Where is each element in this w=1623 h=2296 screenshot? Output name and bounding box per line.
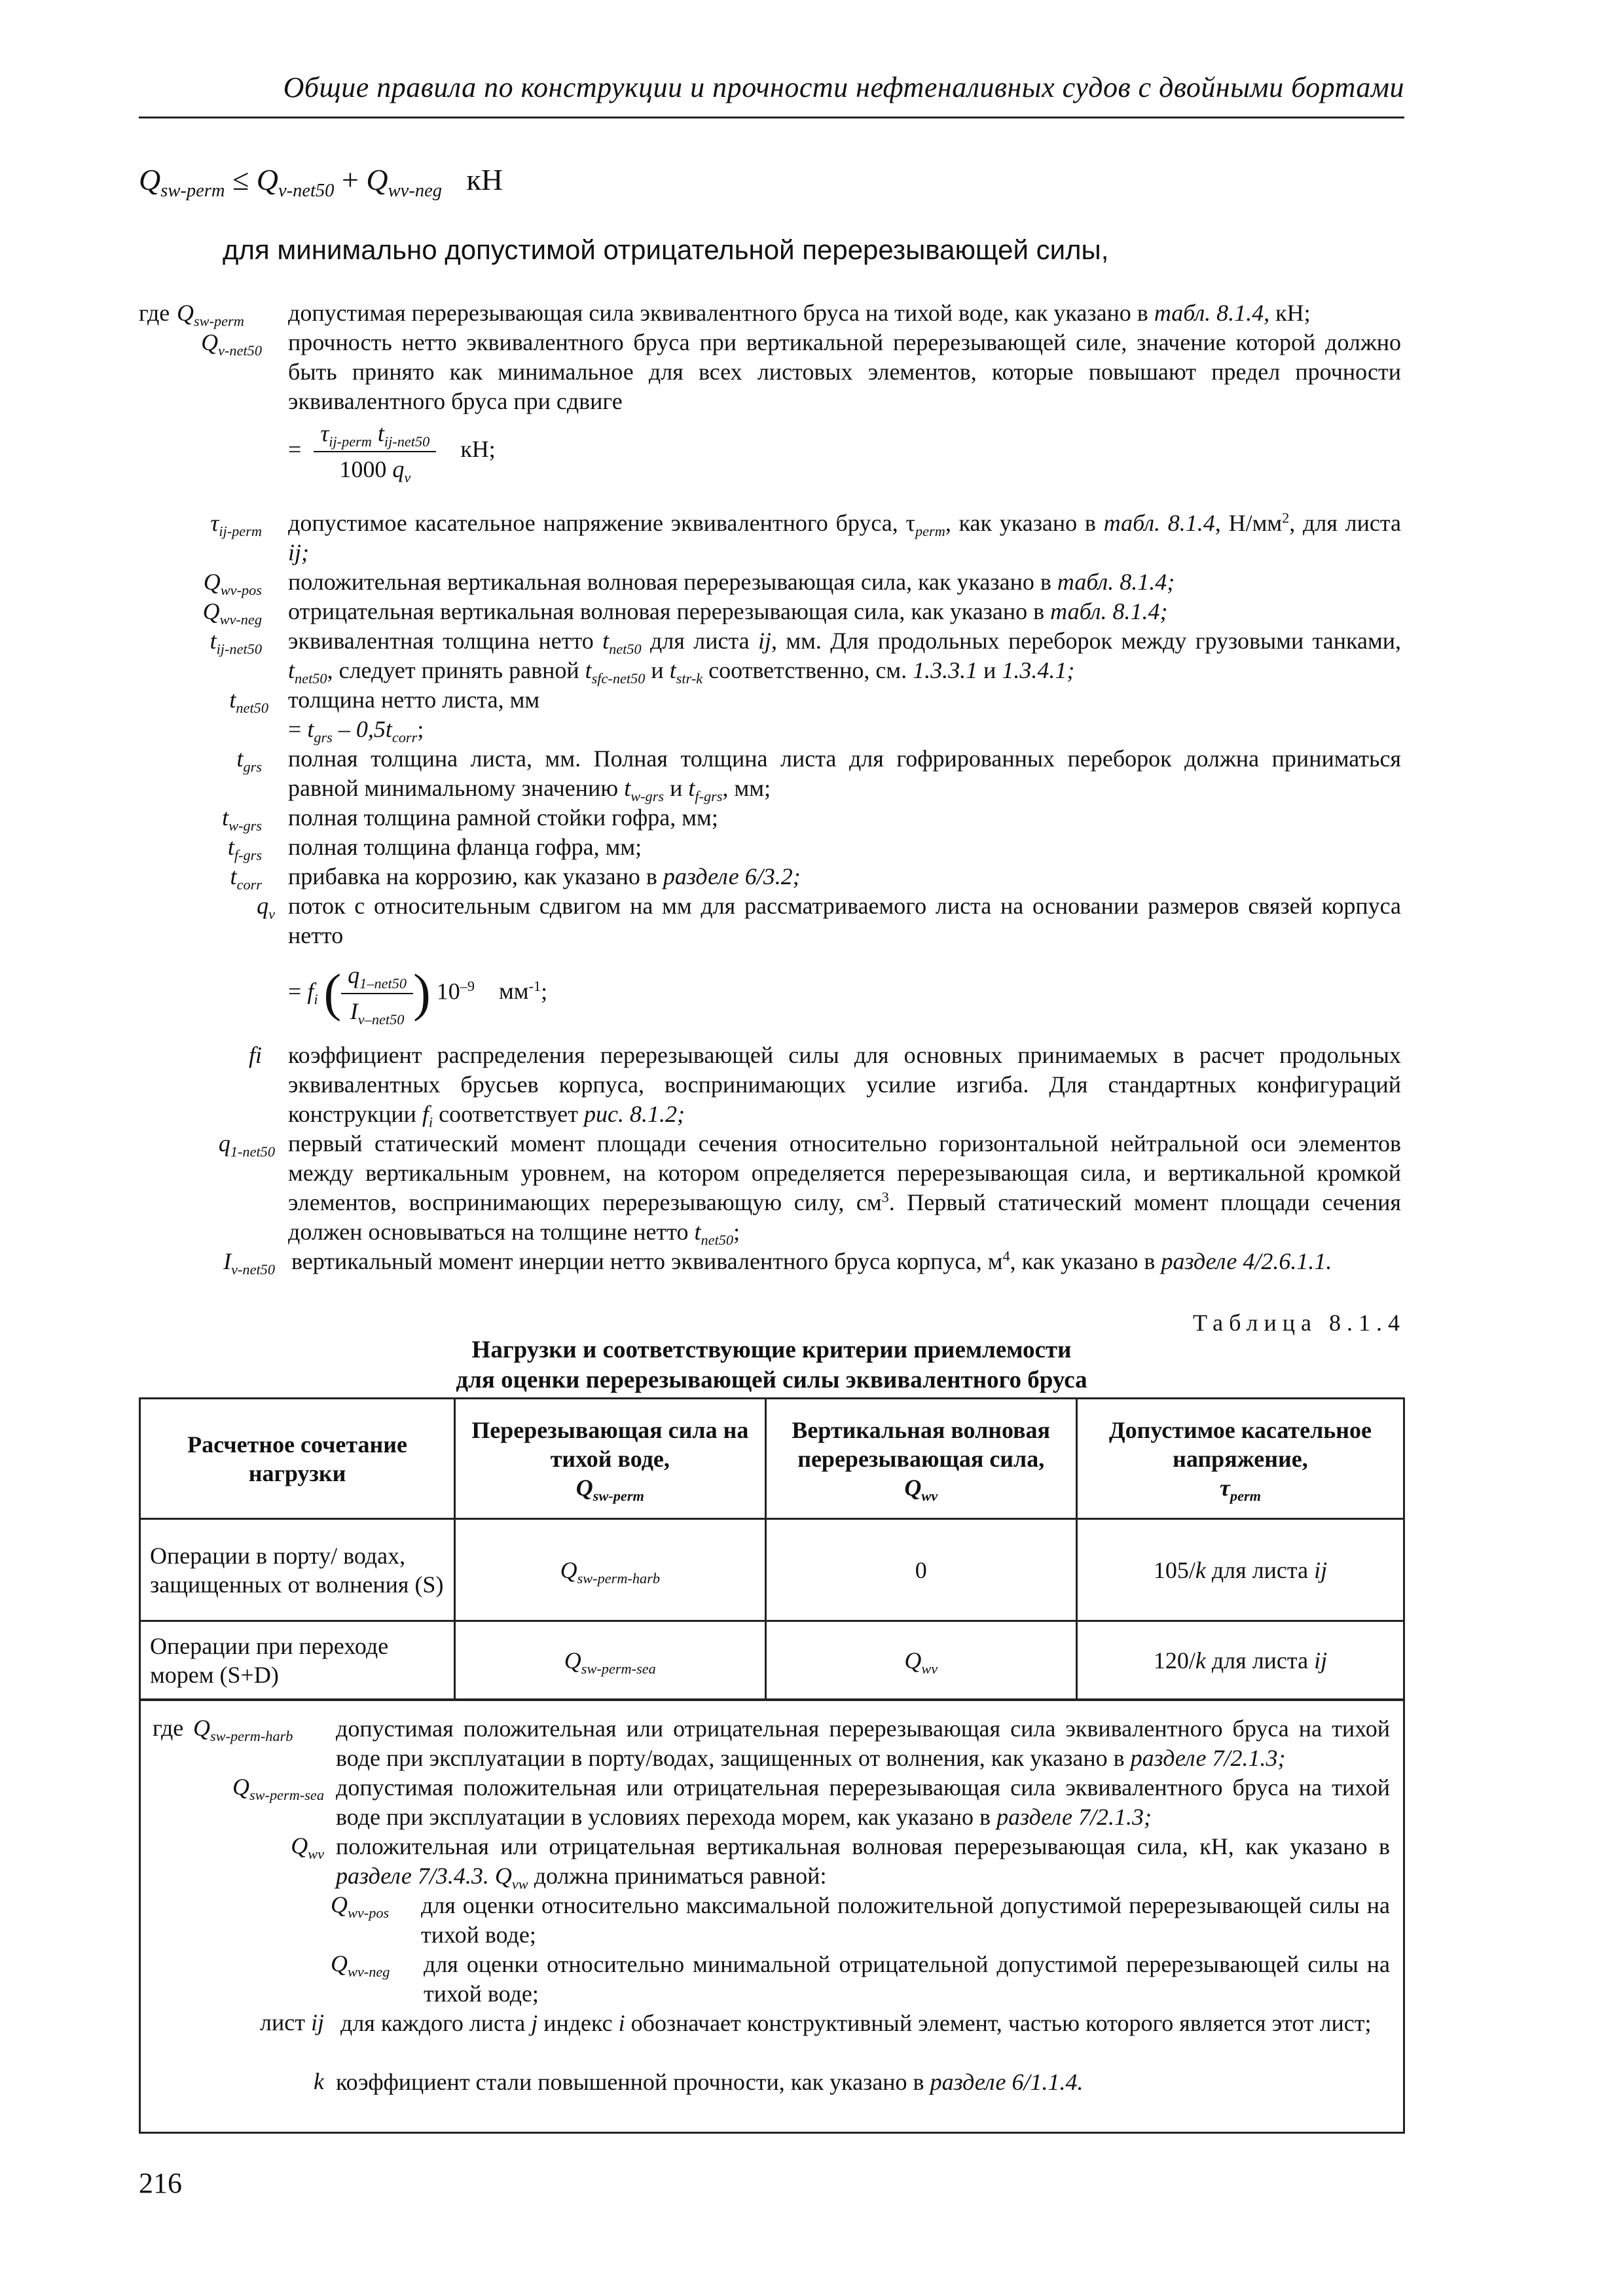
note-q-wv-neg: для оценки относительно минимальной отрицательной допустимой перерезывающей силы на тихой воде; (424, 1951, 1390, 2007)
table-number: Таблица 8.1.4 (1193, 1310, 1406, 1336)
formula-shear-strength: = $\frac{\tau_{ij-perm} t_{ij-net50}}{1000 q_v}$ кН; (288, 420, 496, 486)
header-wave-shear: Вертикальная волновая перерезывающая сила, $Q_{wv}$ (765, 1399, 1076, 1519)
notes-where-label: где (153, 1715, 184, 1741)
symbol-t-net50: $t_{net50}$ (229, 687, 268, 716)
table-header-row (140, 1399, 1404, 1519)
def-t-corr: прибавка на коррозию, как указано в разделе 6/3.2; (288, 863, 801, 889)
def-q-sw-perm: допустимая перерезывающая сила эквивалентного бруса на тихой воде, как указано в табл. 8.1.4, кН; (288, 300, 1311, 326)
note-q-sw-perm-harb: допустимая положительная или отрицательная перерезывающая сила эквивалентного бруса на тихой воде при эксплуатации в порту/водах, защищенных от волнения, как указано в разделе 7/2.1.3; (336, 1715, 1390, 1771)
criteria-table (139, 1397, 1405, 1700)
table-row (140, 1621, 1404, 1700)
symbol-q-v: $q_v$ (257, 893, 275, 922)
table-title: Нагрузки и соответствующие критерии приемлемости для оценки перерезывающей силы эквивалентного бруса (456, 1336, 1087, 1393)
symbol-tau-ij-perm: $\tau_{ij-perm}$ (210, 510, 262, 539)
where-label: где (139, 300, 170, 326)
cell-still-water-shear: $Q_{sw-perm-sea}$ (455, 1621, 765, 1700)
cell-still-water-shear: $Q_{sw-perm-harb}$ (455, 1519, 765, 1621)
def-tau-ij-perm: допустимое касательное напряжение эквивалентного бруса, $\tau_{perm}$, как указано в табл. 8.1.4, $Н/мм^2$, для листа ij; (288, 509, 1402, 565)
def-i-v-net50: вертикальный момент инерции нетто эквивалентного бруса корпуса, $м^4$, как указано в разделе 4/2.6.1.1. (291, 1247, 1332, 1274)
symbol-q-sw-perm: $Q_{sw-perm}$ (177, 300, 244, 329)
header-divider (139, 117, 1404, 118)
formula-shear-flow: = $f_i$ ( $\frac{q_{1-net50}}{I_{v-net50}}$ ) $10^{-9}$ $мм^{-1}$; (288, 962, 548, 1028)
def-q-1-net50: первый статический момент площади сечения относительно горизонтальной нейтральной оси элементов между вертикальным уровнем, на котором определяется перерезывающая сила, и вертикальной кромкой элементов, воспринимающих перерезывающую силу, $см^3$. Первый статический момент площади сечения должен основываться на толщине нетто $t_{net50}$; (288, 1130, 1401, 1248)
def-t-grs: полная толщина листа, мм. Полная толщина листа для гофрированных переборок должна приниматься равной минимальному значению $t_{w-grs}$ и $t_{f-grs}$, мм; (288, 745, 1401, 804)
cell-permissible-stress: 105/k для листа ij (1076, 1519, 1404, 1621)
symbol-q-wv-neg: $Q_{wv-neg}$ (202, 598, 262, 628)
page-number: 216 (139, 2167, 182, 2199)
cell-permissible-stress: 120/k для листа ij (1076, 1621, 1404, 1700)
symbol-t-corr: $t_{corr}$ (230, 863, 262, 893)
symbol-q-v-net50: $Q_{v-net50}$ (201, 329, 262, 359)
def-q-v: поток с относительным сдвигом на мм для рассматриваемого листа на основании размеров связей корпуса нетто (288, 893, 1401, 948)
def-t-net50: толщина нетто листа, мм = $t_{grs} - 0,5t_{corr}$; (288, 687, 540, 745)
running-header: Общие правила по конструкции и прочности нефтеналивных судов с двойными бортами (283, 71, 1404, 103)
symbol-t-w-grs: $t_{w-grs}$ (222, 804, 262, 834)
main-formula: $Q_{sw-perm} \le Q_{v-net50} + Q_{wv-neg}$ кН (139, 163, 503, 201)
symbol-fi: fi (248, 1042, 262, 1068)
symbol-i-v-net50: $I_{v-net50}$ (223, 1248, 275, 1278)
symbol-t-ij-net50: $t_{ij-net50}$ (210, 628, 262, 657)
symbol-q-sw-perm-sea: $Q_{sw-perm-sea}$ (232, 1774, 324, 1803)
def-q-wv-pos: положительная вертикальная волновая перерезывающая сила, как указано в табл. 8.1.4; (288, 569, 1175, 595)
note-q-sw-perm-sea: допустимая положительная или отрицательная перерезывающая сила эквивалентного бруса на тихой воде при эксплуатации в условиях перехода морем, как указано в разделе 7/2.1.3; (336, 1774, 1390, 1830)
cell-load-combination: Операции при переходе морем (S+D) (140, 1621, 455, 1700)
formula-intro: для минимально допустимой отрицательной перерезывающей силы, (223, 234, 1109, 265)
symbol-list-ij: лист ij (260, 2009, 324, 2036)
header-still-water-shear: Перерезывающая сила на тихой воде, $Q_{sw-perm}$ (455, 1399, 765, 1519)
symbol-q-wv: $Q_{wv}$ (291, 1833, 324, 1862)
symbol-q-wv-neg: $Q_{wv-neg}$ (331, 1950, 390, 1980)
symbol-t-f-grs: $t_{f-grs}$ (227, 834, 262, 863)
note-q-wv-pos: для оценки относительно максимальной положительной допустимой перерезывающей силы на тихой воде; (421, 1892, 1390, 1948)
table-row (140, 1519, 1404, 1621)
symbol-q-1-net50: $q_{1-net50}$ (218, 1130, 275, 1160)
def-t-ij-net50: эквивалентная толщина нетто $t_{net50}$ для листа ij, мм. Для продольных переборок между грузовыми танками, $t_{net50}$, следует принять равной $t_{sfc-net50}$ и $t_{str-k}$ соответственно, см. 1.3.3.1 и 1.3.4.1; (288, 628, 1401, 687)
def-q-wv-neg: отрицательная вертикальная волновая перерезывающая сила, как указано в табл. 8.1.4; (288, 598, 1168, 624)
cell-wave-shear: $Q_{wv}$ (765, 1621, 1076, 1700)
def-t-f-grs: полная толщина фланца гофра, мм; (288, 834, 642, 860)
header-permissible-stress: Допустимое касательное напряжение, $\tau_{perm}$ (1076, 1399, 1404, 1519)
def-fi: коэффициент распределения перерезывающей силы для основных принимаемых в расчет продольных эквивалентных брусьев корпуса, воспринимающих усилие изгиба. Для стандартных конфигураций конструкции $f_i$ соответствует рис. 8.1.2; (288, 1042, 1401, 1130)
symbol-q-sw-perm-harb: $Q_{sw-perm-harb}$ (193, 1715, 293, 1744)
def-t-w-grs: полная толщина рамной стойки гофра, мм; (288, 804, 718, 831)
symbol-q-wv-pos: $Q_{wv-pos}$ (331, 1892, 390, 1921)
cell-wave-shear: 0 (765, 1519, 1076, 1621)
symbol-k: k (314, 2068, 324, 2094)
header-load-combination: Расчетное сочетание нагрузки (140, 1399, 455, 1519)
note-list-ij: для каждого листа j индекс i обозначает конструктивный элемент, частью которого является этот лист; (340, 2010, 1372, 2036)
cell-load-combination: Операции в порту/ водах, защищенных от волнения (S) (140, 1519, 455, 1621)
table-notes (139, 1699, 1405, 2134)
def-q-v-net50: прочность нетто эквивалентного бруса при вертикальной перерезывающей силе, значение которой должно быть принято как минимальное для всех листовых элементов, которые повышают предел прочности эквивалентного бруса при сдвиге (288, 329, 1401, 414)
symbol-q-wv-pos: $Q_{wv-pos}$ (203, 569, 262, 598)
note-q-wv: положительная или отрицательная вертикальная волновая перерезывающая сила, кН, как указано в разделе 7/3.4.3. $Q_{vw}$ должна приниматься равной: (336, 1833, 1390, 1892)
note-k: коэффициент стали повышенной прочности, как указано в разделе 6/1.1.4. (336, 2069, 1084, 2095)
symbol-t-grs: $t_{grs}$ (236, 745, 262, 775)
